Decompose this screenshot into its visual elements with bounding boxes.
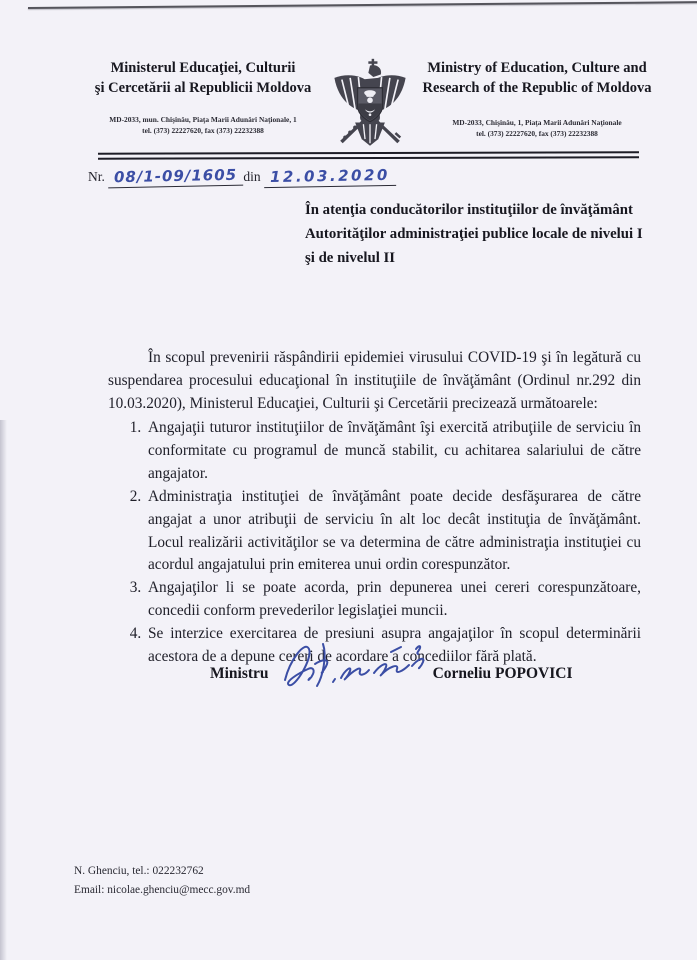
letter-body bbox=[108, 347, 641, 669]
minister-signature-scribble bbox=[279, 634, 429, 696]
addressee-line3: şi de nivelul II bbox=[305, 249, 396, 266]
addressee-block bbox=[305, 199, 653, 271]
ministry-title-en bbox=[418, 58, 656, 99]
contact-phone: N. Ghenciu, tel.: 022232762 bbox=[74, 865, 204, 877]
ministry-address-ro-line1: MD-2033, mun. Chişinău, Piaţa Marii Adunări Naţionale, 1 bbox=[109, 114, 297, 124]
signature-block bbox=[210, 634, 573, 696]
footer-contact bbox=[74, 862, 250, 901]
scan-paper-top-edge bbox=[28, 1, 697, 9]
list-item: 1. Angajaţii tuturor instituţiilor de învăţământ îşi exercită atribuţiile de serviciu în conformitate cu programul de muncă stabilit, cu achitarea salariului de către angajator. bbox=[145, 417, 641, 486]
header-double-rule bbox=[98, 151, 639, 159]
ministry-title-en-line1: Ministry of Education, Culture and bbox=[427, 60, 647, 76]
ministry-title-ro-line1: Ministerul Educaţiei, Culturii bbox=[110, 60, 296, 76]
provisions-list bbox=[108, 417, 641, 669]
reference-date-handwritten: 12.03.2020 bbox=[264, 166, 396, 188]
contact-email: Email: nicolae.ghenciu@mecc.gov.md bbox=[74, 884, 251, 897]
reference-din: din bbox=[243, 169, 261, 184]
ministry-address-ro-line2: tel. (373) 22227620, fax (373) 22232388 bbox=[142, 125, 264, 135]
intro-paragraph: În scopul prevenirii răspândirii epidemiei virusului COVID-19 şi în legătură cu suspendarea procesului educaţional în instituţiile de învăţământ (Ordinul nr.292 din 10.03.2020), Ministerul Educaţiei, Culturii şi Cercetării precizează următoarele: bbox=[108, 349, 641, 412]
ministry-address-en-line1: MD-2033, Chişinău, 1, Piaţa Marii Adunări Naţionale bbox=[452, 117, 622, 127]
ministry-title-ro-line2: şi Cercetării al Republicii Moldova bbox=[94, 80, 312, 97]
ministry-address-en bbox=[418, 117, 656, 139]
reference-number-handwritten: 08/1-09/1605 bbox=[108, 166, 244, 189]
moldova-coat-of-arms-icon bbox=[328, 58, 412, 154]
signer-name: Corneliu POPOVICI bbox=[432, 665, 573, 682]
letterhead bbox=[84, 58, 656, 154]
reference-line bbox=[88, 167, 396, 187]
scan-paper-left-shadow bbox=[0, 420, 7, 960]
ministry-title-ro bbox=[84, 58, 322, 99]
signer-role: Ministru bbox=[210, 665, 269, 682]
addressee-line2: Autorităţilor administraţiei publice locale de nivelui I bbox=[305, 225, 643, 242]
ministry-address-ro bbox=[84, 114, 322, 136]
ministry-title-en-line2: Research of the Republic of Moldova bbox=[422, 80, 652, 97]
letterhead-romanian bbox=[84, 58, 322, 136]
addressee-line1: În atenţia conducătorilor instituţiilor de învăţământ bbox=[305, 202, 633, 218]
ministry-address-en-line2: tel. (373) 22227620, fax (373) 22232388 bbox=[476, 128, 598, 138]
list-item: 2. Administraţia instituţiei de învăţământ poate decide desfăşurarea de către angajat a unor atribuţii de serviciu în alt loc decât instituţia de învăţământ. Locul realizării activităţilor se va determina de către administraţia instituţiei cu acordul angajatului prin emiterea unui ordin corespunzător. bbox=[145, 486, 641, 578]
letterhead-english bbox=[418, 58, 656, 139]
list-item: 3. Angajaţilor li se poate acorda, prin depunerea unei cereri corespunzătoare, concedii conform prevederilor legislaţiei muncii. bbox=[145, 577, 641, 623]
reference-prefix: Nr. bbox=[88, 169, 105, 184]
list-item: 4. Se interzice exercitarea de presiuni asupra angajaţilor în scopul determinării acestora de a depune cereri de acordare a concediilor fără plată. bbox=[145, 623, 641, 669]
